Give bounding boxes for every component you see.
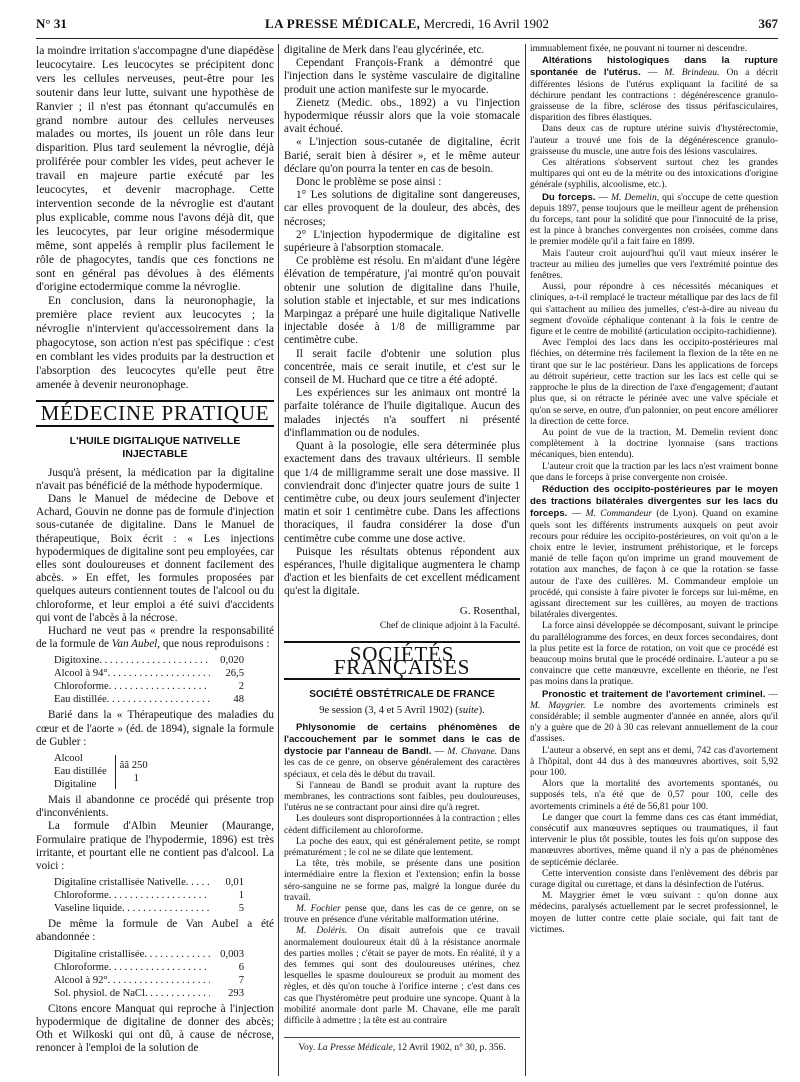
formula-amount: 0,020 (220, 655, 244, 667)
dot-leader (186, 876, 210, 889)
dot-leader (109, 680, 210, 693)
formula-amount: 48 (233, 694, 244, 706)
column-divider (525, 44, 526, 1076)
newspaper-page (36, 12, 778, 1076)
formula-row (54, 693, 244, 706)
paragraph: Huchard ne veut pas « prendre la responsabilité de la formule de Van Aubel, que nous reproduisons : (36, 625, 274, 651)
formula-ingredient: Digitaline cristallisée (54, 948, 145, 960)
columns (36, 44, 778, 1076)
formula-ingredient: Digitoxine (54, 655, 100, 667)
paragraph: la moindre irritation s'accompagne d'une diapédèse leucocytaire. Les leucocytes se précipitent donc vers les cellules nerveuses, peut-être pour les soutenir dans leur lutte, suivant une hypothèse de Ranvier ; il n'est pas étonnant qu'accumulés en grand nombre autour des cellules nerveuses malades ou mortes, ils jouent un rôle dans leur disparition. Plus tard seulement la névroglie, déjà proliférée pour combler les vides, peut achever le travail en majeure partie exécuté par les leucocytes, et devenir macrophage. Cette intervention seconde de la névroglie est d'autant plus explicable, comme nous l'avons déjà dit, que les leucocytes, par leur origine mésodermique même, sont appelés à remplir plus facilement le rôle de phagocytes, tandis que ces fonctions ne sont en général pas dévolues à des éléments d'origine ectodermique comme la névroglie. (36, 44, 274, 294)
formula-ingredient: Chloroforme (54, 961, 109, 973)
paragraph: Il serait facile d'obtenir une solution plus concentrée, mais ce serait inutile, et c'est sur le conseil de M. Huchard que ce titre a été adopté. (284, 347, 520, 387)
formula-ingredient: Alcool à 94° (54, 668, 108, 680)
formula-ingredient: Vaseline liquide (54, 903, 122, 915)
formula-ingredient: Eau distillée (54, 694, 107, 706)
paragraph: Citons encore Manquat qui reproche à l'injection hypodermique de digitaline de donner des abcès; Oth et Wilkoski qui ont dû, à cause de nécrose, renoncer à l'emploi de la solution de (36, 1002, 274, 1055)
paragraph: Puisque les résultats obtenus répondent aux espérances, l'huile digitalique augmentera le champ d'action et les bienfaits de cet excellent médicament qu'est la digitale. (284, 545, 520, 598)
paragraph: 1° Les solutions de digitaline sont dangereuses, car elles provoquent de la douleur, des abcès, des nécroses; (284, 189, 520, 228)
dot-leader (122, 902, 210, 915)
formula-ingredient: Chloroforme (54, 681, 109, 693)
paragraph: Du forceps. — M. Demelin, qui s'occupe de cette question depuis 1897, pense toujours que le meilleur agent de préhension du forceps, tant pour la solidité que pour l'innocuité de la prise, est la pince à branches convergentes non croisées, comme dans le premier modèle qu'il a fait faire en 1899. (530, 191, 778, 248)
formula-meunier (54, 876, 244, 915)
formula-row (54, 948, 244, 961)
formula-row (54, 974, 244, 987)
formula-amount: 0,01 (225, 877, 244, 889)
paragraph: Réduction des occipito-postérieures par le moyen des tractions bilatérales divergentes sur les lacs du forceps. — M. Commandeur (de Lyon). Quand on examine quels sont les différents instruments auxquels on peut avoir recours pour réduire les occipito-postérieures, on voit qu'on a le choix entre le levier, instrument préhistorique, et le forceps manié de telle façon qu'on imprime un grand mouvement de rotation aux manches, de façon à ce que la rotation se fasse autour de l'axe des cuillères. M. Commandeur emploie un procédé, qui consiste à faire pivoter le forceps sur lui-même, en agissant directement sur les cuillères, au moyen de tractions bilatérales divergentes. (530, 483, 778, 621)
dot-leader (109, 961, 210, 974)
formula-row (54, 961, 244, 974)
paragraph: L'auteur croit que la traction par les lacs n'est vraiment bonne que dans le forceps à prise convergente non croisée. (530, 461, 778, 483)
paragraph: Le danger que court la femme dans ces cas étant immédiat, consécutif aux manœuvres septiques ou traumatiques, il faut intervenir le plus tôt possible, toutes les fois qu'on suppose des manœuvres abortives, même quand il n'y a pas de phénomènes de septicémie déclarée. (530, 812, 778, 868)
formula-van-aubel-2 (54, 948, 244, 1000)
formula-gubler (54, 752, 274, 791)
paragraph: M. Doléris. On disait autrefois que ce travail anormalement douloureux était dû à la résistance anormale des parties molles ; c'était se payer de mots. En réalité, il y a des femmes qui sont des douloureuses utérines, chez lesquelles le spasme douloureux se produit au moment des règles, et dès qu'on touche à l'orifice interne ; c'est dans ces cas que l'hystéromètre peut produire une syncope. Quant à la mobilité anormale dont parle M. Chavane, elle me paraît difficile à admettre ; la tête est au contraire (284, 926, 520, 1027)
society-name: SOCIÉTÉ OBSTÉTRICALE DE FRANCE (309, 689, 495, 701)
page-number: 367 (758, 16, 778, 31)
formula-amount: 26,5 (225, 668, 244, 680)
formula-amount: 293 (228, 987, 244, 999)
formula-amount: 7 (238, 974, 244, 986)
formula-item: Eau distillée (54, 766, 107, 778)
formula-item: Alcool (54, 753, 83, 765)
formula-row (54, 987, 244, 1000)
paragraph: Dans le Manuel de médecine de Debove et Achard, Gouvin ne donne pas de formule d'injection sous-cutanée de digitaline. Dans le Manuel de thérapeutique, Boix écrit : « Les injections hypodermiques de digitaline sont peu employées, car elles sont douloureuses et donnent facilement des abcès. » En effet, les formules proposées par quelques auteurs contiennent toutes de l'alcool ou du chloroforme, et leur emploi a été suivi d'accidents qui vont de l'abcès à la nécrose. (36, 492, 274, 624)
author-signature: G. Rosenthal, (459, 604, 520, 617)
paragraph: Mais l'auteur croit aujourd'hui qu'il vaut mieux insérer le tracteur au milieu des jumelles que vers l'extrémité pointue des fenêtres. (530, 248, 778, 282)
paragraph: La force ainsi développée se décomposant, suivant le principe du parallélogramme des forces, en deux forces secondaires, dont la plus petite est la force de rotation, on voit que ce procédé est beaucoup moins brutal que le procédé ordinaire. L'auteur a pu se convaincre que cette manœuvre, excellente en théorie, ne l'est pas moins dans la pratique. (530, 621, 778, 688)
formula-item: Digitaline (54, 779, 97, 791)
paragraph: Cette intervention consiste dans l'enlèvement des débris par curage digital ou curettage, et dans la désinfection de l'utérus. (530, 868, 778, 891)
dot-leader (109, 889, 210, 902)
paragraph: La tête, très mobile, se présente dans une position intermédiaire entre la flexion et l'extension; enfin la bosse séro-sanguine ne se forme pas, malgré la longue durée du travail. (284, 859, 520, 903)
issue-number: N° 31 (36, 16, 67, 31)
paragraph: Phlysonomie de certains phénomènes de l'accouchement par le sommet dans le cas de dystocie par l'anneau de Bandl. — M. Chavane. Dans les cas de ce genre, on observe généralement des caractères spéciaux, et cela dès le début du travail. (284, 721, 520, 780)
paragraph: Les expériences sur les animaux ont montré la parfaite tolérance de l'huile digitalique. Aucun des malades injectés n'a souffert ni présenté d'inflammation ou de nodules. (284, 387, 520, 439)
paragraph: Alors que la mortalité des avortements spontanés, ou supposés tels, n'a été que de 0,57 pour 100, celle des avortements criminels a été de 56,81 pour 100. (530, 779, 778, 812)
article-title: L'HUILE DIGITALIQUE NATIVELLE INJECTABLE (69, 434, 241, 460)
formula-amount: 5 (238, 903, 244, 915)
formula-row (54, 654, 244, 667)
formula-row (54, 889, 244, 902)
paragraph: « L'injection sous-cutanée de digitaline, écrit Barié, serait bien à désirer », et le même auteur déclare qu'on pourra la tenter en cas de besoin. (284, 136, 520, 175)
running-title (36, 12, 778, 36)
paragraph: Quant à la posologie, elle sera déterminée plus exactement dans des travaux ultérieurs. Il semble que 1/4 de milligramme serait une dose massive. Il conviendrait donc d'injecter quatre jours de suite 1 centimètre cube, ou deux jours seulement d'injecter matin et soir 1 centimètre cube. Dans les affections thoraciques, il faudra considérer la dose d'un centimètre cube comme une dose active. (284, 440, 520, 545)
column-divider (278, 44, 279, 1076)
formula-amount: 1 (238, 890, 244, 902)
dot-leader (108, 974, 210, 987)
paragraph: Au point de vue de la traction, M. Demelin revient donc complètement à la doctrine lyonnaise (sans tractions mécaniques, bien entendu). (530, 427, 778, 461)
paragraph: La poche des eaux, qui est généralement petite, se rompt prématurément ; le col ne se dilate que lentement. (284, 836, 520, 858)
paragraph: L'auteur a observé, en sept ans et demi, 742 cas d'avortement à l'hôpital, dont 44 dus à des manœuvres abortives, soit 5,92 pour 100. (530, 745, 778, 778)
paragraph: Dans deux cas de rupture utérine suivis d'hystérectomie, l'auteur a trouvé une fois de la dégénérescence granulo-graisseuse du muscle, une autre fois des lésions vasculaires. (530, 124, 778, 157)
formula-amount: 6 (238, 961, 244, 973)
section-title: MÉDECINE PRATIQUE (36, 400, 274, 427)
formula-combined-amount: ââ 250 (119, 759, 148, 771)
paragraph: Zienetz (Medic. obs., 1892) a vu l'injection hypodermique réussir alors que la voie stomacale avait échoué. (284, 96, 520, 136)
paragraph: Cependant François-Frank a démontré que l'injection dans le système vasculaire de digitaline produit une action manifeste sur le myocarde. (284, 57, 520, 96)
paragraph: Ces altérations s'observent surtout chez les grandes multipares qui ont eu de la métrite ou des intoxications d'origine générale (syphilis, alcoolisme, etc.). (530, 158, 778, 191)
paragraph: De même la formule de Van Aubel a été abandonnée : (36, 918, 274, 944)
formula-row (54, 902, 244, 915)
paragraph: Aussi, pour répondre à ces nécessités mécaniques et cliniques, a-t-il remplacé le tracteur métallique par des lacs de fil qui s'attachent au milieu des jumelles, c'est-à-dire au niveau du segment d'ovoïde céphalique contenant à la fois le centre de figure et le centre de mobilité (articulation occipito-rachidienne). (530, 282, 778, 338)
page-header (36, 12, 778, 36)
paragraph: Jusqu'à présent, la médication par la digitaline n'avait pas bénéficié de la méthode hypodermique. (36, 466, 274, 492)
dot-leader (145, 987, 210, 1000)
formula-ingredient: Sol. physiol. de NaCl (54, 987, 145, 999)
brace-mark (115, 755, 116, 789)
dot-leader (107, 693, 210, 706)
paragraph: Pronostic et traitement de l'avortement criminel. — M. Maygrier. Le nombre des avortements criminels est considérable; il semble augmenter d'année en année, alors qu'il n'y a guère que de 20 à 30 cas relevant annuellement de la cour d'assises. (530, 688, 778, 745)
paragraph: 2° L'injection hypodermique de digitaline est supérieure à l'absorption stomacale. (284, 228, 520, 255)
paragraph: M. Maygrier émet le vœu suivant : qu'on donne aux médecins, paralysés actuellement par le secret professionnel, le moyen de lutter contre cette plaie sociale, qui fait tant de victimes. (530, 891, 778, 935)
section-title: SOCIÉTÉS FRANÇAISES (284, 641, 520, 680)
column-3 (530, 44, 778, 1076)
paragraph: Avec l'emploi des lacs dans les occipito-postérieures mal fléchies, on détermine très facilement la flexion de la tête en ne tirant que sur le lac postérieur. Dans les applications de forceps au détroit supérieur, cette traction sur les lacs est celle qui se rapproche le plus de la direction de l'axe d'engagement; d'autant plus que, si on rétracte le périnée avec une valve spéciale et qu'on se serve, en outre, d'un palonnier, on peut encore améliorer la direction de cette force. (530, 338, 778, 427)
paragraph: Ce problème est résolu. En m'aidant d'une légère élévation de température, j'ai montré qu'on pouvait obtenir une solution de digitaline dans l'huile, solution stable et injectable, et sur mes indications Marpingaz a préparé une huile digitalique Nativelle injectable dosée à 1/8 de milligramme par centimètre cube. (284, 255, 520, 347)
formula-ingredient: Alcool à 92° (54, 974, 108, 986)
paragraph: La formule d'Albin Meunier (Maurange, Formulaire pratique de l'hypodermie, 1896) est très irritante, et pourtant elle ne contient pas d'alcool. La voici : (36, 820, 274, 873)
dot-leader (144, 948, 210, 961)
paragraph: Barié dans la « Thérapeutique des maladies du cœur et de l'aorte » (éd. de 1894), signale la formule de Gubler : (36, 709, 274, 748)
paragraph: digitaline de Merk dans l'eau glycérinée, etc. (284, 44, 485, 56)
paragraph: Si l'anneau de Bandl se produit avant la rupture des membranes, les contractions sont faibles, peu douloureuses, l'utérus ne se contractant pour ainsi dire qu'à regret. (284, 780, 520, 814)
paragraph: M. Fochier pense que, dans les cas de ce genre, on se trouve en présence d'une véritable malformation utérine. (284, 904, 520, 926)
dot-leader (99, 654, 210, 667)
paragraph: Donc le problème se pose ainsi : (296, 176, 442, 189)
formula-van-aubel (54, 654, 244, 706)
author-role: Chef de clinique adjoint à la Faculté. (379, 620, 520, 631)
column-2 (284, 44, 520, 1076)
column-1 (36, 44, 274, 1076)
session-info: 9e session (3, 4 et 5 Avril 1902) (suite). (319, 704, 485, 716)
formula-amount: 2 (238, 681, 244, 693)
footnote: Voy. La Presse Médicale, 12 Avril 1902, n° 30, p. 356. (284, 1037, 520, 1055)
formula-amount: 0,003 (220, 948, 244, 960)
paragraph: En conclusion, dans la neuronophagie, la première place revient aux leucocytes ; la névroglie n'intervient qu'accessoirement dans la phagocytose, son action n'est pas spécifique : c'est en comblant les vides produits par la destruction et l'absorption des leucocytes qu'elle peut être amenée à devenir neuronophage. (36, 294, 274, 391)
issue-date: Mercredi, 16 Avril 1902 (423, 16, 549, 31)
paragraph: Mais il abandonne ce procédé qui présente trop d'inconvénients. (36, 794, 274, 820)
formula-row (54, 680, 244, 693)
header-rule (36, 38, 778, 39)
formula-ingredient: Digitaline cristallisée Nativelle (54, 877, 186, 889)
journal-name: LA PRESSE MÉDICALE, (265, 16, 421, 31)
formula-row (54, 876, 244, 889)
formula-row (54, 667, 244, 680)
formula-ingredient: Chloroforme (54, 890, 109, 902)
dot-leader (108, 667, 210, 680)
paragraph: Les douleurs sont disproportionnées à la contraction ; elles cèdent difficilement au chloroforme. (284, 814, 520, 836)
paragraph: Altérations histologiques dans la rupture spontanée de l'utérus. — M. Brindeau. On a décrit différentes lésions de l'utérus expliquant la facilité de sa déchirure pendant les contractions : dégénérescence granulo-graisseuse de la fibre, sclérose des tissus périfasciculaires, disparition des fibres élastiques. (530, 55, 778, 124)
paragraph: immuablement fixée, ne pouvant ni tourner ni descendre. (530, 44, 748, 54)
formula-amount: 1 (133, 772, 139, 784)
